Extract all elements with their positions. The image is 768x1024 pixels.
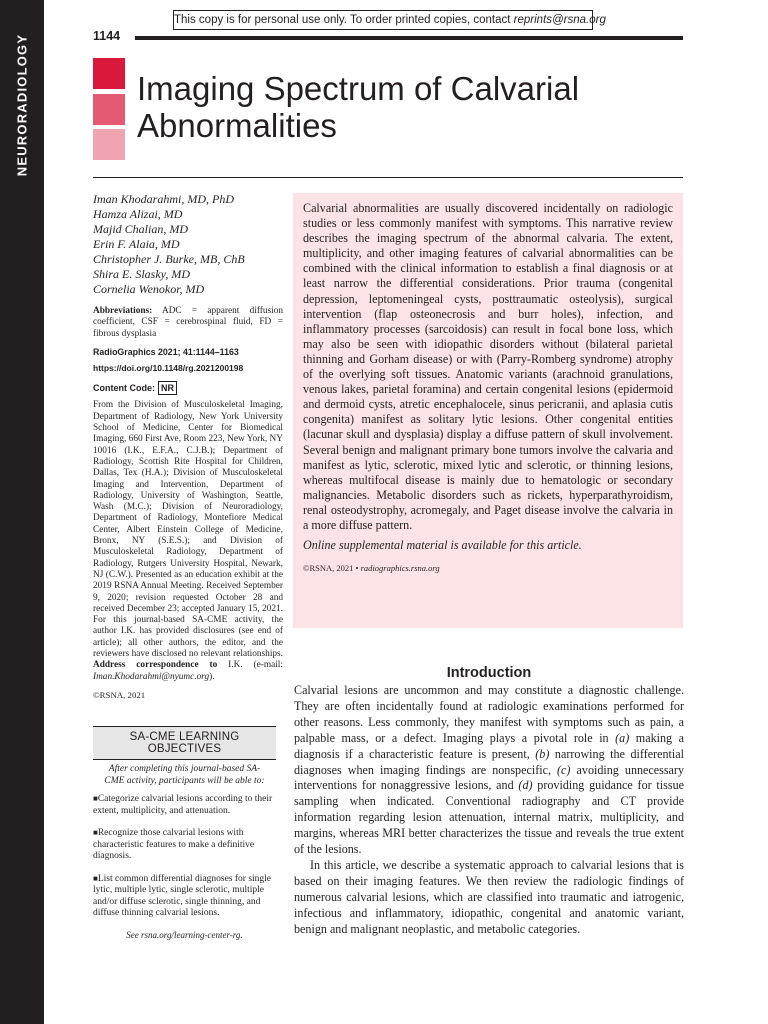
author: Shira E. Slasky, MD xyxy=(93,267,190,281)
abbreviations-label: Abbreviations: xyxy=(93,306,153,316)
journal-name: RadioGraphics xyxy=(93,346,156,357)
content-code-badge: NR xyxy=(158,381,177,395)
doi-link[interactable]: https://doi.org/10.1148/rg.2021200198 xyxy=(93,363,244,374)
abstract-text: Calvarial abnormalities are usually discovered incidentally on radiologic studies or less commonly manifest with symptoms. This narrative review describes the imaging spectrum of the abnormal calvaria. The extent, multiplicity, and other imaging features of calvarial abnormalities can be combined with the clinical information to establish a final diagnosis or at least narrow the differential considerations. Prior trauma (congenital depression, leptomeningeal cysts, posttraumatic osteolysis), surgical intervention (flap osteonecrosis and burr holes), infection, and inflammatory processes (sarcoidosis) can result in focal bone loss, which may also be seen with idiopathic disorders without (bilateral parietal thinning and Gorham disease) or with (Parry-Romberg syndrome) atrophy of the overlying soft tissues. Anatomic variants (arachnoid granulations, venous lakes, parietal foramina) and certain congenital lesions (epidermoid and dermoid cysts, atretic encephalocele, sinus pericranii, and aplasia cutis congenita) manifest as solitary lytic lesions. Other congenital entities (lacunar skull and dysplasia) display a diffuse pattern of skull involvement. Several benign and malignant primary bone tumors involve the calvaria and manifest as lytic, sclerotic, mixed lytic and sclerotic, or thinning lesions, whereas multifocal disease is mainly due to hematologic or secondary malignancies. Metabolic disorders such as rickets, hyperparathyroidism, renal osteodystrophy, acromegaly, and Paget disease involve the calvaria in a more diffuse pattern. xyxy=(303,201,673,532)
citation-volume: 2021; 41:1144–1163 xyxy=(155,346,239,357)
address-name: I.K. (e-mail: xyxy=(217,660,283,671)
author: Iman Khodarahmi, MD, PhD xyxy=(93,192,234,206)
metadata-copyright: ©RSNA, 2021 xyxy=(93,689,146,700)
abstract-box xyxy=(293,193,683,628)
accent-square-medium xyxy=(93,94,125,125)
objective-item: ■List common differential diagnoses for single lytic, multiple lytic, single sclerotic, multiple and/or diffuse sclerotic, single thinning, and diffuse thinning calvarial lesions. xyxy=(93,873,272,918)
square-bullet-icon: ■ xyxy=(93,794,98,803)
abbreviations xyxy=(93,306,283,340)
author: Hamza Alizai, MD xyxy=(93,207,183,221)
journal-url-link[interactable]: radiographics.rsna.org xyxy=(360,563,440,574)
author-list xyxy=(93,192,283,297)
address-end: ). xyxy=(209,671,215,682)
copyright-notice xyxy=(173,10,606,30)
accent-square-dark xyxy=(93,58,125,89)
section-label: NEURORADIOLOGY xyxy=(14,33,30,177)
author: Cornelia Wenokor, MD xyxy=(93,282,205,296)
article-metadata xyxy=(93,192,283,701)
section-sidebar xyxy=(0,0,44,1024)
introduction-section xyxy=(294,665,684,938)
introduction-paragraph: In this article, we describe a systematic approach to calvarial lesions that is based on their imaging features. We then review the radiologic findings of numerous calvarial lesions, which are classified into traumatic and iatrogenic, infectious and inflammatory, idiopathic, congenital and anatomic variant, benign and malignant neoplastic, and metabolic categories. xyxy=(294,857,684,936)
notice-text: This copy is for personal use only. To order printed copies, contact xyxy=(174,14,514,26)
objectives-footer-link[interactable]: See rsna.org/learning-center-rg. xyxy=(126,929,243,940)
citation xyxy=(93,347,283,358)
affiliations xyxy=(93,400,283,682)
accent-square-light xyxy=(93,129,125,160)
author: Christopher J. Burke, MB, ChB xyxy=(93,252,245,266)
article-title: Imaging Spectrum of Calvarial Abnormalities xyxy=(137,70,580,144)
abstract-copyright: ©RSNA, 2021 • radiographics.rsna.org xyxy=(303,563,440,574)
author: Majid Chalian, MD xyxy=(93,222,188,236)
objectives-intro: After completing this journal-based SA-CME activity, participants will be able to: xyxy=(104,764,265,786)
objectives-heading: SA-CME LEARNING OBJECTIVES xyxy=(93,726,276,760)
page-number: 1144 xyxy=(93,29,121,43)
abbreviations-text: ADC = apparent diffusion coefficient, CSF = cerebrospinal fluid, FD = fibrous dysplasia xyxy=(93,306,284,339)
title-rule xyxy=(93,177,683,178)
objective-item: ■Recognize those calvarial lesions with characteristic features to make a definitive diagnosis. xyxy=(93,828,255,861)
notice-email-link[interactable]: reprints@rsna.org xyxy=(513,14,606,26)
introduction-heading: Introduction xyxy=(446,665,532,681)
learning-objectives-box xyxy=(93,726,276,948)
author: Erin F. Alaia, MD xyxy=(93,237,180,251)
content-code-label: Content Code: xyxy=(93,383,155,394)
square-bullet-icon: ■ xyxy=(93,873,98,883)
introduction-paragraph: Calvarial lesions are uncommon and may constitute a diagnostic challenge. They are often incidentally found at radiologic examinations performed for other reasons. Less commonly, they manifest with symptoms such as pain, a palpable mass, or a defect. Imaging plays a pivotal role in (a) making a diagnosis if a characteristic feature is present, (b) narrowing the differential diagnoses when imaging findings are nonspecific, (c) avoiding unnecessary interventions for nonaggressive lesions, and (d) providing guidance for tissue sampling when indicated. Conventional radiography and CT provide information regarding lesion attenuation, internal matrix, multiplicity, and margins, whereas MRI better characterizes the tissue and reveals the true extent of the lesions. xyxy=(294,683,684,857)
content-code xyxy=(93,381,283,395)
square-bullet-icon: ■ xyxy=(93,828,98,837)
address-email[interactable]: Iman.Khodarahmi@nyumc.org xyxy=(93,671,210,682)
supplemental-note: Online supplemental material is available for this article. xyxy=(303,538,582,553)
header-rule xyxy=(135,36,683,40)
affiliations-text: From the Division of Musculoskeletal Imaging, Department of Radiology, New York University School of Medicine, Center for Biomedical Imaging, 660 First Ave, Room 223, New York, NY 10016 (I.K., E.F.A., C.J.B.); Department of Radiology, Scottish Rite Hospital for Children, Dallas, Tex (H.A.); Division of Musculoskeletal Imaging and Intervention, Department of Radiology, University of Washington, Seattle, Wash (M.C.); Division of Neuroradiology, Department of Radiology, Montefiore Medical Center, Albert Einstein College of Medicine, Bronx, NY (S.E.S.); and Division of Musculoskeletal Radiology, Department of Radiology, Rutgers University Hospital, Newark, NJ (C.W.). Presented as an education exhibit at the 2019 RSNA Annual Meeting. Received September 9, 2020; revision requested October 28 and received December 23; accepted January 15, 2021. For this journal-based SA-CME activity, the author I.K. has provided disclosures (see end of article); all other authors, the editor, and the reviewers have disclosed no relevant relationships. xyxy=(93,400,283,660)
address-label: Address correspondence to xyxy=(93,660,218,671)
objective-item: ■Categorize calvarial lesions according to their extent, multiplicity, and attenuation. xyxy=(93,794,273,816)
